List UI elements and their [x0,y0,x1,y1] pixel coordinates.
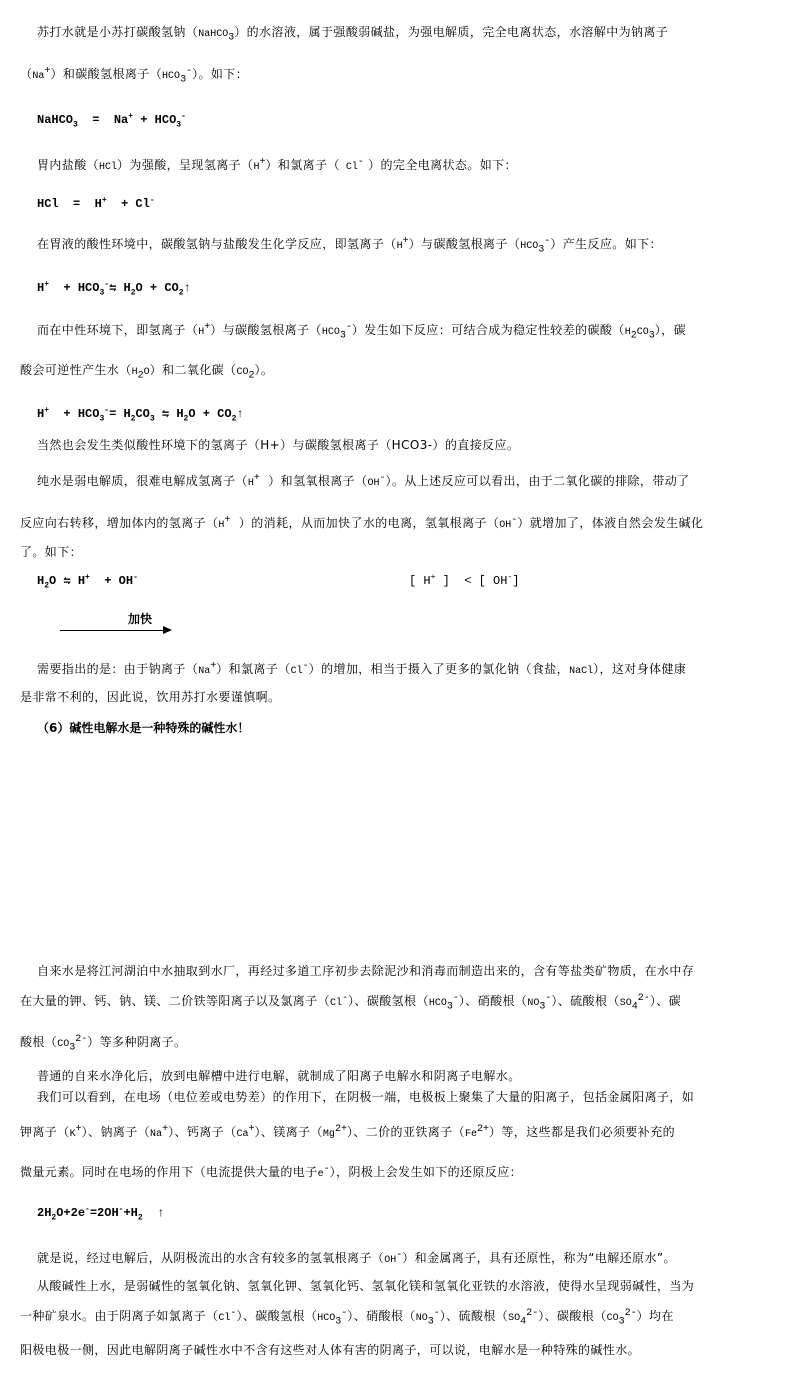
paragraph-line: 微量元素。同时在电场的作用下（电流提供大量的电子e-），阴极上会发生如下的还原反应： [20,1164,523,1180]
equation: $H^+ + HCO_3^-= H_2CO_3$ ⇋ $H_2O$ + $CO_2↑$ [37,406,244,424]
ion-comparison: [ H+ ] < [ OH-] [409,573,520,588]
paragraph-line: 是非常不利的，因此说，饮用苏打水要谨慎啊。 [20,690,281,704]
paragraph-line: 胃内盐酸（HCl）为强酸，呈现氢离子（H+）和氯离子（ Cl- ）的完全电离状态。如下： [37,157,517,173]
equation: NaHCO$_3$ = $Na^+ + HCO_3^-$ [37,112,186,130]
paragraph-line: 自来水是将江河湖泊中水抽取到水厂，再经过多道工序初步去除泥沙和消毒而制造出来的，含有等盐类矿物质，在水中存 [37,964,695,978]
paragraph-line: 从酸碱性上水，是弱碱性的氢氧化钠、氢氧化钾、氢氧化钙、氢氧化镁和氢氧化亚铁的水溶液，使得水呈现弱碱性，当为 [37,1279,695,1293]
paragraph-line: 纯水是弱电解质，很难电解成氢离子（H+ ）和氢氧根离子（OH-）。从上述反应可以看出，由于二氧化碳的排除，带动了 [37,473,690,489]
equation: $H_2O$ ⇋ H+ + OH- [37,573,138,591]
paragraph-line: 酸根$(CO_3^{2-})$等多种阴离子。 [20,1034,187,1054]
paragraph-line: 苏打水就是小苏打碳酸氢钠（NaHCO$_3$）的水溶液，属于强酸弱碱盐，为强电解质，完全电离状态，水溶解中为钠离子 [37,25,669,44]
paragraph-line: 而在中性环境下，即氢离子（H+）与碳酸氢根离子$(HCO_3^-)$发生如下反应：可结合成为稳定性较差的碳酸$(H_2CO_3)$，碳 [37,322,686,342]
right-arrow-shaft [60,630,164,631]
paragraph-line: 一种矿泉水。由于阴离子如氯离子（Cl-）、碳酸氢根$(HCO_3^-)$、硝酸根$(NO_3^-)$、硫酸根$(SO_4^{2-})$、碳酸根$(CO_3^{2-})$均在 [20,1308,674,1328]
up-arrow-icon: ↑ [142,1206,165,1220]
paragraph-line: （Na+）和碳酸氢根离子$(HCO_3^-)$。如下： [20,66,249,86]
paragraph-line: 在大量的钾、钙、钠、镁、二价铁等阳离子以及氯离子（Cl-）、碳酸氢根$(HCO_3^-)$、硝酸根$(NO_3^-)$、硫酸根$(SO_4^{2-})$、碳 [20,993,682,1013]
equation: $2H_2O+2e^-=2OH^-+H_2$ ↑ [37,1205,165,1223]
paragraph-line: 在胃液的酸性环境中，碳酸氢钠与盐酸发生化学反应，即氢离子（H+）与碳酸氢根离子$(HCO_3^-)$产生反应。如下： [37,236,662,256]
paragraph-line: 反应向右转移，增加体内的氢离子（H+ ）的消耗，从而加快了水的电离，氢氧根离子（OH-）就增加了，体液自然会发生碱化 [20,515,704,531]
up-arrow-icon: ↑ [183,281,191,295]
equation: $H^+ + HCO_3^-⇋$ $H_2O$ + $CO_2↑$ [37,280,191,298]
paragraph-line: 当然也会发生类似酸性环境下的氢离子（H+）与碳酸氢根离子（HCO3-）的直接反应。 [37,438,520,452]
up-arrow-icon: ↑ [236,407,244,421]
paragraph-line: 我们可以看到，在电场（电位差或电势差）的作用下，在阴极一端，电极板上聚集了大量的阳离子，包括金属阳离子，如 [37,1090,695,1104]
equation: HCl = H+ + Cl- [37,196,155,211]
paragraph-line: 需要指出的是：由于钠离子（Na+）和氯离子（Cl-）的增加，相当于摄入了更多的氯化钠（食盐，NaCl），这对身体健康 [37,661,687,677]
paragraph-line: 阳极电极一侧，因此电解阴离子碱性水中不含有这些对人体有害的阴离子，可以说，电解水是一种特殊的碱性水。 [20,1343,641,1357]
paragraph-line: 就是说，经过电解后，从阴极流出的水含有较多的氢氧根离子（OH-）和金属离子，具有还原性，称为“电解还原水”。 [37,1250,676,1266]
right-arrow-icon [163,626,172,634]
paragraph-line: 了。如下： [20,545,83,559]
section-heading: （6）碱性电解水是一种特殊的碱性水！ [37,721,250,735]
paragraph-line: 酸会可逆性产生水$(H_2O)$和二氧化碳$(CO_2)$。 [20,363,274,382]
accelerate-label: 加快 [128,612,153,626]
paragraph-line: 钾离子（K+）、钠离子（Na+）、钙离子（Ca+）、镁离子$(Mg^{2+})$、二价的亚铁离子$(Fe^{2+})$等，这些都是我们必须要补充的 [20,1124,676,1140]
paragraph-line: 普通的自来水净化后，放到电解槽中进行电解，就制成了阳离子电解水和阴离子电解水。 [37,1069,521,1083]
